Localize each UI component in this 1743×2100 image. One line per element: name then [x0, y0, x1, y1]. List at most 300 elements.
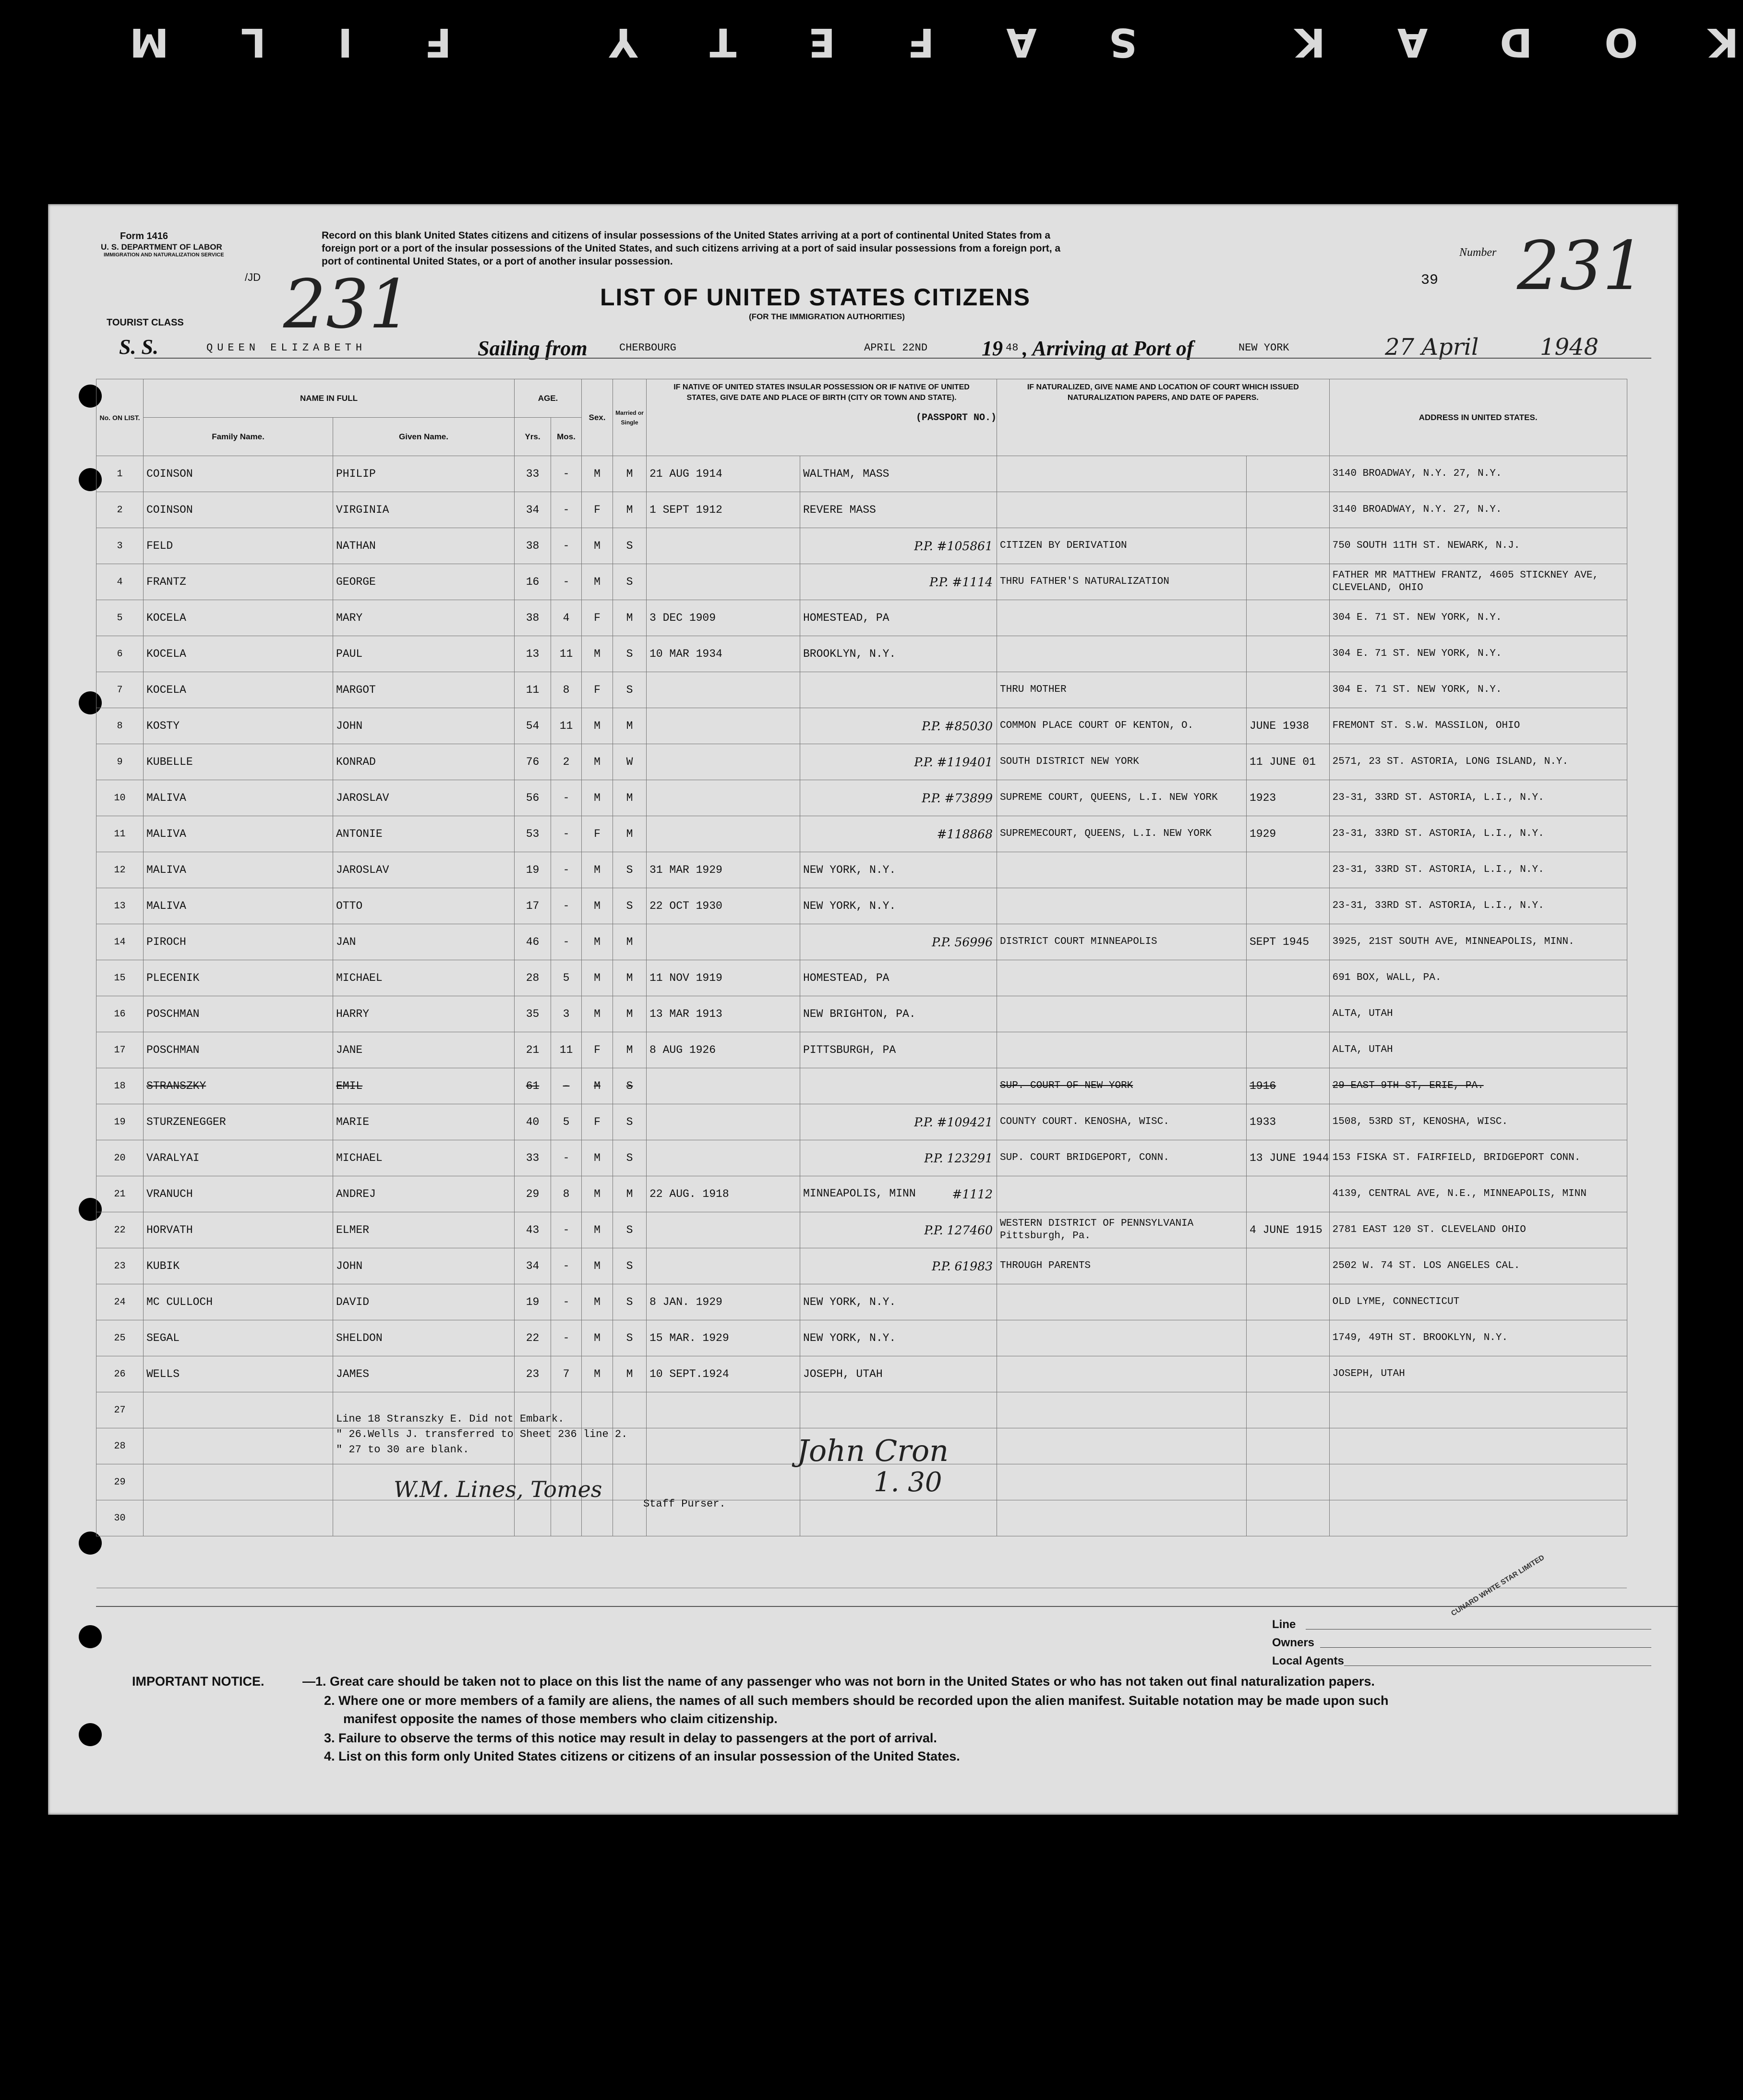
- naturalization-date: 1923: [1247, 780, 1330, 816]
- us-address: 23-31, 33RD ST. ASTORIA, L.I., N.Y.: [1329, 780, 1627, 816]
- marital-status: S: [613, 1104, 647, 1140]
- birth-place: [800, 1068, 997, 1104]
- line-number: 30: [96, 1500, 144, 1536]
- given-name: VIRGINIA: [333, 492, 515, 528]
- naturalization-court: [997, 1428, 1247, 1464]
- age-months: -: [551, 888, 582, 924]
- birth-place: NEW YORK, N.Y.: [800, 1320, 997, 1356]
- given-name: JAROSLAV: [333, 780, 515, 816]
- table-row: [96, 636, 1627, 672]
- naturalization-court: [997, 1392, 1247, 1428]
- family-name: MC CULLOCH: [144, 1284, 333, 1320]
- naturalization-court: [997, 636, 1247, 672]
- year-label: 19: [982, 337, 1003, 360]
- remark-line: Line 18 Stranszky E. Did not Embark.: [336, 1413, 565, 1425]
- us-address: 691 BOX, WALL, PA.: [1329, 960, 1627, 996]
- marital-status: S: [613, 1140, 647, 1176]
- table-row: [96, 996, 1627, 1032]
- us-address: 1508, 53RD ST, KENOSHA, WISC.: [1329, 1104, 1627, 1140]
- notice-title: IMPORTANT NOTICE.: [132, 1674, 264, 1689]
- birth-place: PITTSBURGH, PA: [800, 1032, 997, 1068]
- marital-status: M: [613, 492, 647, 528]
- family-name: HORVATH: [144, 1212, 333, 1248]
- marital-status: M: [613, 996, 647, 1032]
- marital-status: S: [613, 1068, 647, 1104]
- given-name: EMIL: [333, 1068, 515, 1104]
- passport-number: P.P. #73899: [922, 791, 993, 805]
- age-months: -: [551, 1068, 582, 1104]
- marital-status: S: [613, 1248, 647, 1284]
- birth-date: 15 MAR. 1929: [647, 1320, 800, 1356]
- service-name: IMMIGRATION AND NATURALIZATION SERVICE: [104, 252, 224, 258]
- table-row: [96, 1248, 1627, 1284]
- table-row: [96, 960, 1627, 996]
- passport-number: P.P. 123291: [924, 1151, 993, 1165]
- birth-place: [800, 1500, 997, 1536]
- table-row: [96, 852, 1627, 888]
- table-row: [96, 708, 1627, 744]
- naturalization-court: [997, 1320, 1247, 1356]
- marital-status: S: [613, 564, 647, 600]
- family-name: KUBIK: [144, 1248, 333, 1284]
- form-number: Form 1416: [120, 231, 168, 241]
- birth-place: NEW YORK, N.Y.: [800, 888, 997, 924]
- given-name: MICHAEL: [333, 960, 515, 996]
- us-address: 29 EAST 9TH ST, ERIE, PA.: [1329, 1068, 1627, 1104]
- header-naturalized: [997, 379, 1330, 456]
- line-number: 1: [96, 456, 144, 492]
- naturalization-date: 1916: [1247, 1068, 1330, 1104]
- intro-line: foreign port or a port of the insular possessions of the United States, and such citizens arriving at a port of said insular possessions from a foreign port, a: [322, 243, 1061, 254]
- birth-place: [800, 564, 997, 600]
- family-name: SEGAL: [144, 1320, 333, 1356]
- birth-place: [800, 1392, 997, 1428]
- family-name: KUBELLE: [144, 744, 333, 780]
- marital-status: [613, 1464, 647, 1500]
- age-months: 5: [551, 1104, 582, 1140]
- family-name: WELLS: [144, 1356, 333, 1392]
- family-name: KOCELA: [144, 636, 333, 672]
- age-years: 43: [515, 1212, 551, 1248]
- age-months: -: [551, 852, 582, 888]
- notice-1: —1. Great care should be taken not to place on this list the name of any passenger who was not born in the United States or who has not taken out final naturalization papers.: [302, 1674, 1375, 1689]
- naturalization-date: [1247, 1320, 1330, 1356]
- naturalization-date: [1247, 1248, 1330, 1284]
- family-name: COINSON: [144, 456, 333, 492]
- birth-date: [647, 708, 800, 744]
- age-years: 56: [515, 780, 551, 816]
- age-months: 11: [551, 708, 582, 744]
- naturalization-date: [1247, 600, 1330, 636]
- ship-name: QUEEN ELIZABETH: [206, 342, 367, 354]
- us-address: [1329, 1500, 1627, 1536]
- marital-status: M: [613, 600, 647, 636]
- us-address: [1329, 1392, 1627, 1428]
- sex: M: [582, 852, 613, 888]
- naturalization-date: [1247, 1284, 1330, 1320]
- sailing-year: 48: [1006, 342, 1019, 354]
- given-name: ANDREJ: [333, 1176, 515, 1212]
- number-label: Number: [1459, 246, 1497, 259]
- line-number: 27: [96, 1392, 144, 1428]
- family-name: MALIVA: [144, 780, 333, 816]
- naturalization-court: [997, 1500, 1247, 1536]
- age-years: 54: [515, 708, 551, 744]
- given-name: MICHAEL: [333, 1140, 515, 1176]
- us-address: 304 E. 71 ST. NEW YORK, N.Y.: [1329, 600, 1627, 636]
- age-years: 38: [515, 528, 551, 564]
- naturalization-date: [1247, 672, 1330, 708]
- naturalization-date: SEPT 1945: [1247, 924, 1330, 960]
- birth-date: 22 OCT 1930: [647, 888, 800, 924]
- birth-place: [800, 816, 997, 852]
- footer-owners-rule: [1320, 1647, 1651, 1648]
- age-months: 2: [551, 744, 582, 780]
- age-months: -: [551, 1212, 582, 1248]
- table-row: [96, 1104, 1627, 1140]
- notice-2: 2. Where one or more members of a family are aliens, the names of all such members should be recorded upon the alien manifest. Suitable notation may be made upon such: [324, 1693, 1389, 1708]
- age-months: -: [551, 456, 582, 492]
- birth-date: [647, 1104, 800, 1140]
- family-name: KOCELA: [144, 600, 333, 636]
- marital-status: S: [613, 1320, 647, 1356]
- line-number: 13: [96, 888, 144, 924]
- age-years: 40: [515, 1104, 551, 1140]
- footer-agents-label: Local Agents: [1272, 1654, 1344, 1667]
- age-years: 38: [515, 600, 551, 636]
- age-months: 11: [551, 636, 582, 672]
- naturalization-date: [1247, 1356, 1330, 1392]
- birth-date: 10 MAR 1934: [647, 636, 800, 672]
- sex: M: [582, 1284, 613, 1320]
- naturalization-date: [1247, 1464, 1330, 1500]
- birth-place: [800, 1212, 997, 1248]
- sex: F: [582, 492, 613, 528]
- age-months: 3: [551, 996, 582, 1032]
- header-mos: Mos.: [551, 418, 582, 456]
- given-name: NATHAN: [333, 528, 515, 564]
- marital-status: S: [613, 636, 647, 672]
- line-number: 19: [96, 1104, 144, 1140]
- line-number: 28: [96, 1428, 144, 1464]
- birth-place: JOSEPH, UTAH: [800, 1356, 997, 1392]
- naturalization-court: THRU FATHER'S NATURALIZATION: [997, 564, 1247, 600]
- age-years: 33: [515, 456, 551, 492]
- line-number: 14: [96, 924, 144, 960]
- table-row: [96, 492, 1627, 528]
- birth-place: HOMESTEAD, PA: [800, 960, 997, 996]
- line-number: 16: [96, 996, 144, 1032]
- birth-date: 11 NOV 1919: [647, 960, 800, 996]
- family-name: POSCHMAN: [144, 1032, 333, 1068]
- birth-place: [800, 1248, 997, 1284]
- naturalization-court: [997, 600, 1247, 636]
- family-name: VRANUCH: [144, 1176, 333, 1212]
- line-number: 3: [96, 528, 144, 564]
- naturalization-court: CITIZEN BY DERIVATION: [997, 528, 1247, 564]
- age-years: 23: [515, 1356, 551, 1392]
- given-name: PHILIP: [333, 456, 515, 492]
- naturalization-date: [1247, 1176, 1330, 1212]
- birth-place: [800, 672, 997, 708]
- marital-status: M: [613, 1032, 647, 1068]
- passport-number: P.P. 56996: [932, 935, 993, 949]
- ss-label: S. S.: [119, 335, 158, 359]
- line-number: 6: [96, 636, 144, 672]
- document-subtitle: (FOR THE IMMIGRATION AUTHORITIES): [749, 312, 905, 321]
- naturalization-court: [997, 1356, 1247, 1392]
- naturalization-date: [1247, 960, 1330, 996]
- family-name: COINSON: [144, 492, 333, 528]
- header-naturalized-text: IF NATURALIZED, GIVE NAME AND LOCATION OF COURT WHICH ISSUED NATURALIZATION PAPERS, AND DATE OF PAPERS.: [1027, 383, 1299, 402]
- age-months: 8: [551, 1176, 582, 1212]
- age-months: -: [551, 1284, 582, 1320]
- birth-place: [800, 924, 997, 960]
- sex: F: [582, 1032, 613, 1068]
- given-name: SHELDON: [333, 1320, 515, 1356]
- birth-place: BROOKLYN, N.Y.: [800, 636, 997, 672]
- naturalization-court: THRU MOTHER: [997, 672, 1247, 708]
- naturalization-date: [1247, 1032, 1330, 1068]
- given-name: JAROSLAV: [333, 852, 515, 888]
- age-months: -: [551, 780, 582, 816]
- sex: F: [582, 672, 613, 708]
- naturalization-date: 1933: [1247, 1104, 1330, 1140]
- us-address: FATHER MR MATTHEW FRANTZ, 4605 STICKNEY AVE, CLEVELAND, OHIO: [1329, 564, 1627, 600]
- given-name: JAMES: [333, 1356, 515, 1392]
- header-address: ADDRESS IN UNITED STATES.: [1329, 379, 1627, 456]
- naturalization-court: [997, 1032, 1247, 1068]
- table-row: [96, 924, 1627, 960]
- passenger-table: [96, 379, 1627, 1588]
- marital-status: W: [613, 744, 647, 780]
- us-address: 2571, 23 ST. ASTORIA, LONG ISLAND, N.Y.: [1329, 744, 1627, 780]
- header-given-name: Given Name.: [333, 418, 515, 456]
- birth-date: [647, 1392, 800, 1428]
- naturalization-court: [997, 996, 1247, 1032]
- age-years: 53: [515, 816, 551, 852]
- jd-mark: /JD: [245, 271, 261, 283]
- us-address: 3140 BROADWAY, N.Y. 27, N.Y.: [1329, 492, 1627, 528]
- passport-number: P.P. 61983: [932, 1259, 993, 1273]
- page-number-39: 39: [1421, 272, 1439, 289]
- age-years: 11: [515, 672, 551, 708]
- us-address: [1329, 1428, 1627, 1464]
- naturalization-date: [1247, 456, 1330, 492]
- age-months: -: [551, 816, 582, 852]
- birth-date: [647, 672, 800, 708]
- sex: M: [582, 528, 613, 564]
- header-birth-text: IF NATIVE OF UNITED STATES INSULAR POSSESSION OR IF NATIVE OF UNITED STATES, GIVE DATE AND PLACE OF BIRTH (CITY OR TOWN AND STATE).: [673, 383, 970, 402]
- sex: M: [582, 888, 613, 924]
- sex: M: [582, 996, 613, 1032]
- us-address: JOSEPH, UTAH: [1329, 1356, 1627, 1392]
- us-address: 23-31, 33RD ST. ASTORIA, L.I., N.Y.: [1329, 852, 1627, 888]
- birth-date: 10 SEPT.1924: [647, 1356, 800, 1392]
- sailing-port: CHERBOURG: [619, 342, 676, 354]
- birth-date: [647, 780, 800, 816]
- age-months: -: [551, 1248, 582, 1284]
- birth-date: 22 AUG. 1918: [647, 1176, 800, 1212]
- family-name: STRANSZKY: [144, 1068, 333, 1104]
- sex: M: [582, 564, 613, 600]
- given-name: KONRAD: [333, 744, 515, 780]
- naturalization-court: DISTRICT COURT MINNEAPOLIS: [997, 924, 1247, 960]
- naturalization-date: [1247, 1392, 1330, 1428]
- sheet-number-handwritten: 231: [1517, 227, 1646, 305]
- sex: M: [582, 708, 613, 744]
- age-years: 21: [515, 1032, 551, 1068]
- sex: M: [582, 1320, 613, 1356]
- age-years: 28: [515, 960, 551, 996]
- marital-status: M: [613, 924, 647, 960]
- birth-place: [800, 1176, 997, 1212]
- birth-date: [647, 1068, 800, 1104]
- given-name: MARY: [333, 600, 515, 636]
- family-name: VARALYAI: [144, 1140, 333, 1176]
- age-years: 76: [515, 744, 551, 780]
- family-name: [144, 1464, 333, 1500]
- naturalization-date: 13 JUNE 1944: [1247, 1140, 1330, 1176]
- birth-date: [647, 816, 800, 852]
- birth-place: [800, 528, 997, 564]
- us-address: ALTA, UTAH: [1329, 1032, 1627, 1068]
- line-number: 5: [96, 600, 144, 636]
- birth-date: [647, 1140, 800, 1176]
- naturalization-court: [997, 888, 1247, 924]
- purser-signature: W.M. Lines, Tomes: [394, 1476, 602, 1502]
- us-address: 2781 EAST 120 ST. CLEVELAND OHIO: [1329, 1212, 1627, 1248]
- intro-line: Record on this blank United States citizens and citizens of insular possessions of the United States arriving at a port of continental United States from a: [322, 230, 1051, 241]
- sex: F: [582, 1104, 613, 1140]
- age-months: 8: [551, 672, 582, 708]
- table-row: [96, 888, 1627, 924]
- family-name: MALIVA: [144, 888, 333, 924]
- table-row: [96, 1356, 1627, 1392]
- sex: F: [582, 600, 613, 636]
- passport-number: P.P. #119401: [914, 755, 993, 769]
- birth-place: [800, 708, 997, 744]
- us-address: 153 FISKA ST. FAIRFIELD, BRIDGEPORT CONN.: [1329, 1140, 1627, 1176]
- remark-line: " 26.Wells J. transferred to Sheet 236 line 2.: [336, 1428, 628, 1440]
- remark-line: " 27 to 30 are blank.: [336, 1444, 469, 1456]
- birth-date: [647, 1212, 800, 1248]
- given-name: GEORGE: [333, 564, 515, 600]
- arrival-year: 1948: [1540, 334, 1599, 361]
- marital-status: S: [613, 528, 647, 564]
- given-name: ELMER: [333, 1212, 515, 1248]
- family-name: FELD: [144, 528, 333, 564]
- birth-date: [647, 924, 800, 960]
- line-number: 24: [96, 1284, 144, 1320]
- sex: F: [582, 816, 613, 852]
- birth-place: [800, 744, 997, 780]
- sex: M: [582, 456, 613, 492]
- table-row: [96, 1284, 1627, 1320]
- header-birth: [647, 379, 997, 456]
- table-row: [96, 1176, 1627, 1212]
- age-months: 4: [551, 600, 582, 636]
- header-yrs: Yrs.: [515, 418, 551, 456]
- naturalization-date: [1247, 636, 1330, 672]
- sex: M: [582, 1212, 613, 1248]
- header-married: Married or Single: [613, 379, 647, 456]
- marital-status: S: [613, 1212, 647, 1248]
- birth-date: 13 MAR 1913: [647, 996, 800, 1032]
- header-passport: (PASSPORT NO.): [915, 412, 997, 423]
- sailing-label: Sailing from: [478, 337, 588, 360]
- age-months: -: [551, 528, 582, 564]
- naturalization-date: 11 JUNE 01: [1247, 744, 1330, 780]
- line-number: 12: [96, 852, 144, 888]
- us-address: 750 SOUTH 11TH ST. NEWARK, N.J.: [1329, 528, 1627, 564]
- birth-place: [800, 780, 997, 816]
- intro-line: port of continental United States, or a port of another insular possession.: [322, 256, 673, 267]
- sex: M: [582, 1068, 613, 1104]
- us-address: 3140 BROADWAY, N.Y. 27, N.Y.: [1329, 456, 1627, 492]
- sailing-date: APRIL 22ND: [864, 342, 928, 354]
- line-number: 18: [96, 1068, 144, 1104]
- naturalization-court: [997, 492, 1247, 528]
- naturalization-date: [1247, 852, 1330, 888]
- family-name: [144, 1428, 333, 1464]
- us-address: 4139, CENTRAL AVE, N.E., MINNEAPOLIS, MINN: [1329, 1176, 1627, 1212]
- line-number: 8: [96, 708, 144, 744]
- family-name: PLECENIK: [144, 960, 333, 996]
- header-age: AGE.: [515, 379, 582, 418]
- department-name: U. S. DEPARTMENT OF LABOR: [101, 242, 222, 252]
- birth-place: NEW YORK, N.Y.: [800, 1284, 997, 1320]
- arrival-date: 27 April: [1385, 334, 1479, 361]
- us-address: FREMONT ST. S.W. MASSILON, OHIO: [1329, 708, 1627, 744]
- cunard-stamp: CUNARD WHITE STAR LIMITED: [1450, 1553, 1546, 1618]
- family-name: MALIVA: [144, 816, 333, 852]
- line-number: 22: [96, 1212, 144, 1248]
- table-row: [96, 600, 1627, 636]
- age-years: 46: [515, 924, 551, 960]
- age-months: 5: [551, 960, 582, 996]
- notice-3: 3. Failure to observe the terms of this notice may result in delay to passengers at the port of arrival.: [324, 1731, 937, 1745]
- us-address: 304 E. 71 ST. NEW YORK, N.Y.: [1329, 636, 1627, 672]
- naturalization-court: [997, 1176, 1247, 1212]
- age-months: -: [551, 924, 582, 960]
- naturalization-court: [997, 456, 1247, 492]
- line-number: 29: [96, 1464, 144, 1500]
- us-address: ALTA, UTAH: [1329, 996, 1627, 1032]
- marital-status: M: [613, 708, 647, 744]
- intro-text: [322, 229, 1060, 268]
- us-address: OLD LYME, CONNECTICUT: [1329, 1284, 1627, 1320]
- age-years: 34: [515, 492, 551, 528]
- family-name: POSCHMAN: [144, 996, 333, 1032]
- passport-number: #118868: [937, 827, 993, 841]
- line-number: 10: [96, 780, 144, 816]
- table-row: [96, 816, 1627, 852]
- line-number: 21: [96, 1176, 144, 1212]
- naturalization-court: SUPREMECOURT, QUEENS, L.I. NEW YORK: [997, 816, 1247, 852]
- given-name: OTTO: [333, 888, 515, 924]
- marital-status: [613, 1500, 647, 1536]
- line-number: 23: [96, 1248, 144, 1284]
- age-years: 17: [515, 888, 551, 924]
- manifest-page: [48, 204, 1678, 1815]
- footer-divider: [96, 1606, 1678, 1607]
- sheet-number-left-handwritten: 231: [283, 266, 412, 344]
- birth-date: 8 AUG 1926: [647, 1032, 800, 1068]
- sex: [582, 1500, 613, 1536]
- family-name: MALIVA: [144, 852, 333, 888]
- line-number: 17: [96, 1032, 144, 1068]
